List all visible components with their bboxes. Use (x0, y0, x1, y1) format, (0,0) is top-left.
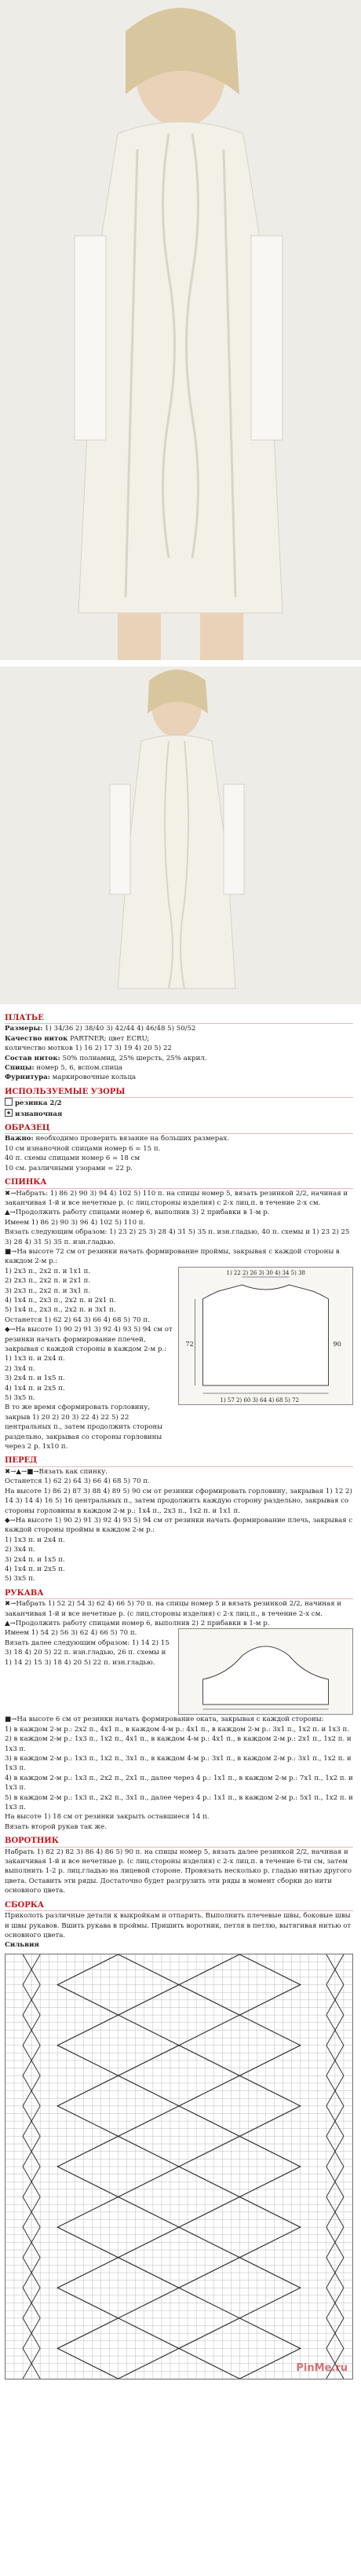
chart-legend-label: Сильвия (5, 1941, 39, 1950)
back-neck: ◆→На высоте 1) 90 2) 91 3) 92 4) 93 5) 94 см от резинки начать формирование плечей, закрывая с каждой стороны в каждом 2-м р.: (5, 1326, 173, 1353)
important-text: необходимо проверить вязание на больших размерах. (35, 1135, 229, 1143)
collar-heading: ВОРОТНИК (5, 1837, 353, 1847)
model-photo-front (0, 0, 361, 660)
front-line: 1) 1х3 п. и 2х4 п. (5, 1536, 65, 1544)
back-right-column (178, 1267, 353, 1452)
pattern-item: резинка 2/2 (5, 1098, 353, 1108)
gauge-line: 10 см. различными узорами = 22 р. (5, 1164, 133, 1172)
composition-value: 50% полиамид, 25% шерсть, 25% акрил. (62, 1054, 207, 1062)
front-line: 2) 3х4 п. (5, 1546, 35, 1554)
rib-symbol-icon (5, 1098, 13, 1106)
sleeve-cap-row: 4) в каждом 2-м р.: 1х3 п., 2х2 п., 2х1 п., далее через 4 р.: 1х1 п., в каждом 2-м р.: 7х1 п., 1х2 п. и 1х3 п. (5, 1774, 353, 1793)
sleeve-cap-row: 1) в каждом 2-м р.: 2х2 п., 4х1 п., в каждом 4-м р.: 4х1 п., в каждом 2-м р.: 3х1 п., 1х2 п. и 1х3 п. (5, 1725, 349, 1734)
back-left-column (5, 1267, 173, 1452)
notions-value: маркировочные кольца (52, 1073, 137, 1082)
back-heading: СПИНКА (5, 1178, 353, 1188)
back-stitches: Имеем 1) 86 2) 90 3) 96 4) 102 5) 110 п. (5, 1218, 146, 1227)
front-line: 5) 3х5 п. (5, 1575, 35, 1583)
assembly-heading: СБОРКА (5, 1901, 353, 1911)
back-continue: ▲→Продолжить работу спицами номер 6, выполнив 3) 2 прибавки в 1-м р. (5, 1209, 270, 1217)
neck-row: 1) 1х3 п. и 2х4 п. (5, 1355, 65, 1363)
back-cast-on: ✖→Набрать: 1) 86 2) 90 3) 94 4) 102 5) 110 п. на спицы номер 5, вязать резинкой 2/2, начиная и заканчивая 1-й и все нечетные р. (с лиц.стороны изделия) с 2-х лиц.п. в течение 2-х см. (5, 1189, 348, 1207)
cable-chart-grid (5, 1954, 352, 2379)
yarn-value: PARTNER; цвет ECRU; (70, 1034, 150, 1043)
needles-label: Спицы: (5, 1064, 35, 1073)
gauge-line: 10 см изнаночной спицами номер 6 = 15 п. (5, 1144, 161, 1153)
sleeve-cap: ■→На высоте 6 см от резинки начать формирование оката, закрывая с каждой стороны: (5, 1715, 324, 1724)
sleeve-left-column (5, 1628, 173, 1715)
watermark: PinMe.ru (296, 2362, 348, 2375)
yarn-label: Качество ниток (5, 1034, 68, 1043)
schema-label-total: 90 (333, 1340, 341, 1348)
sleeve-second: Вязать второй рукав так же. (5, 1822, 107, 1831)
neck-row: 5) 3х5 п. (5, 1394, 35, 1403)
armhole-row: 3) 2х3 п., 2х2 п. и 3х1 п. (5, 1286, 91, 1295)
skeins-value: количество мотков 1) 16 2) 17 3) 19 4) 20 5) 22 (5, 1044, 172, 1053)
front-line: ✖→▲→■→Вязать как спинку. (5, 1467, 108, 1476)
neck-row: 3) 2х4 п. и 1х5 п. (5, 1374, 65, 1383)
pattern-text (5, 1009, 353, 2380)
needles-value: номер 5, 6, вспом.спица (36, 1064, 123, 1073)
gauge-heading: ОБРАЗЕЦ (5, 1124, 353, 1134)
armhole-row: 1) 2х3 п., 2х2 п. и 1х1 п. (5, 1267, 91, 1275)
sizes-label: Размеры: (5, 1025, 43, 1033)
sleeve-continue: ▲→Продолжить работу спицами номер 6, выполнив 2) 2 прибавки в 1-м р. (5, 1619, 270, 1627)
back-next-row: Вязать следующим образом: 1) 23 2) 25 3) 28 4) 31 5) 35 п. изн.гладью, 40 п. схемы и 1) 23 2) 25 3) 28 4) 31 5) 35 п. изн.гладью. (5, 1228, 350, 1246)
body-schematic (178, 1267, 353, 1405)
important-label: Важно: (5, 1135, 34, 1143)
back-remaining: Останется 1) 62 2) 64 3) 66 4) 68 5) 70 п. (5, 1316, 150, 1324)
patterns-heading: ИСПОЛЬЗУЕМЫЕ УЗОРЫ (5, 1088, 353, 1098)
model-photo-pose (0, 666, 361, 1004)
neck-row: 2) 3х4 п. (5, 1364, 35, 1373)
sleeve-cap-row: 3) в каждом 2-м р.: 1х3 п., 1х2 п., 3х1 п., в каждом 4-м р.: 3х1 п., в каждом 2-м р.: 3х1 п., 1х2 п. и 1х3 п. (5, 1755, 352, 1773)
armhole-row: 2) 2х3 п., 2х2 п. и 2х1 п. (5, 1277, 91, 1286)
armhole-row: 4) 1х4 п., 2х3 п., 2х2 п. и 2х1 п. (5, 1296, 116, 1305)
gauge-line: 40 п. схемы спицами номер 6 = 18 см (5, 1154, 140, 1163)
schema-label-height: 72 (185, 1340, 194, 1348)
dress-heading: ПЛАТЬЕ (5, 1014, 353, 1024)
sleeve-end: На высоте 1) 18 см от резинки закрыть оставшиеся 14 п. (5, 1813, 210, 1822)
sizes-value: 1) 34/36 2) 38/40 3) 42/44 4) 46/48 5) 50/52 (44, 1025, 196, 1033)
front-line: ◆→На высоте 1) 90 2) 91 3) 92 4) 93 5) 94 см от резинки начать формирование плечь, закрывая с каждой стороны проймы в каждом 2-м р.: (5, 1516, 353, 1535)
front-line: Останется 1) 62 2) 64 3) 66 4) 68 5) 70 п. (5, 1477, 150, 1486)
back-armhole: ■→На высоте 72 см от резинки начать формирование проймы, закрывая с каждой стороны в каждом 2-м р.: (5, 1247, 340, 1266)
front-line: На высоте 1) 86 2) 87 3) 88 4) 89 5) 90 см от резинки сформировать горловину, закрывая 1) 12 2) 14 3) 14 4) 16 5) 16 центральных п., затем продолжить каждую сторону раздельно, закрывая со стороны горловины в каждом 2-м р.: 1х4 п., 2х3 п., 1х2 п. и 1х1 п. (5, 1487, 352, 1515)
neck-row: 4) 1х4 п. и 2х5 п. (5, 1384, 65, 1393)
front-line: 3) 2х4 п. и 1х5 п. (5, 1555, 65, 1564)
sleeve-cast-on: ✖→Набрать 1) 52 2) 54 3) 62 4) 66 5) 70 п. на спицы номер 5 и вязать резинкой 2/2, начиная и заканчивая 1-й и все нечетные р. (с лиц.стороны изделия) с 2-х лиц.п., в течение 2-х см. (5, 1600, 342, 1618)
composition-label: Состав ниток: (5, 1054, 60, 1062)
sleeve-stitches: Имеем 1) 54 2) 56 3) 62 4) 66 5) 70 п. (5, 1629, 137, 1638)
collar-text: Набрать 1) 82 2) 82 3) 86 4) 86 5) 90 п. на спицы номер 5, вязать далее резинкой 2/2, начиная и заканчивая 1-й и все нечетные р. (с лиц.стороны изделия) с 2-х лиц.п. в течение 6-ти см, затем выполнить 1-2 р. лиц.гладью на лицевой стороне. Провязать несколько р. гладью нитью другого цвета. Оставить эти ряды. Достаточно будет разгрузить эти ряды в момент сборки до нити основного цвета. (5, 1848, 352, 1895)
sleeve-cap-row: 5) в каждом 2-м р.: 1х3 п., 2х2 п., 3х1 п., далее через 4 р.: 1х1 п., в каждом 2-м р.: 5х1 п., 1х2 п. и 1х3 п. (5, 1793, 353, 1812)
schema-label-top: 1) 22 2) 26 3) 30 4) 34 5) 38 (226, 1269, 305, 1276)
sleeve-cap-row: 2) в каждом 2-м р.: 1х3 п., 1х2 п., 4х1 п., в каждом 4-м р.: 4х1 п., в каждом 2-м р.: 2х1 п., 1х2 п. и 1х3 п. (5, 1735, 352, 1753)
back-neck-tail: В то же время сформировать горловину, закрыв 1) 20 2) 20 3) 22 4) 22 5) 22 центральных п., затем продолжить стороны раздельно, закрывая со стороны горловины через 2 р. 1х10 п. (5, 1404, 163, 1451)
assembly-text: Приколоть различные детали к выкройкам и отпарить. Выполнить плечевые швы, боковые швы и швы рукавов. Вшить рукава в проймы. Пришить воротник, петля в петлю, вытягивая нитью от основного цвета. (5, 1912, 352, 1939)
front-line: 4) 1х4 п. и 2х5 п. (5, 1565, 65, 1573)
sleeve-heading: РУКАВА (5, 1589, 353, 1599)
pattern-item: изнаночная (5, 1109, 353, 1119)
front-heading: ПЕРЕД (5, 1456, 353, 1466)
sleeve-schematic (178, 1628, 353, 1715)
notions-label: Фурнитура: (5, 1073, 50, 1082)
cable-chart (5, 1954, 353, 2380)
purl-symbol-icon (5, 1109, 13, 1117)
schema-label-bottom: 1) 57 2) 60 3) 64 4) 68 5) 72 (220, 1396, 299, 1404)
sleeve-columns (5, 1628, 353, 1715)
sleeve-next: Вязать далее следующим образом: 1) 14 2) 15 3) 18 4) 20 5) 22 п. изн.гладью, 26 п. схемы и 1) 14 2) 15 3) 18 4) 20 5) 22 п. изн.гладью. (5, 1638, 170, 1667)
back-columns (5, 1267, 353, 1452)
armhole-row: 5) 1х4 п., 2х3 п., 2х2 п. и 3х1 п. (5, 1306, 116, 1315)
sleeve-right-column (178, 1628, 353, 1715)
